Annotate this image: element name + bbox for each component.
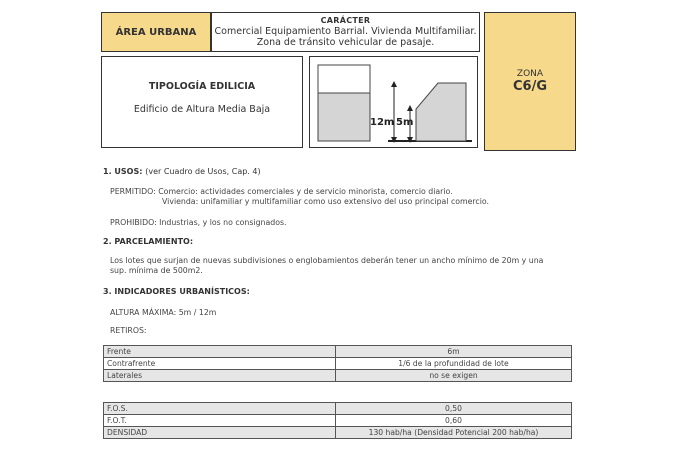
usos-title-extra: (ver Cuadro de Usos, Cap. 4)	[145, 167, 261, 176]
indice-label: F.O.S.	[104, 403, 336, 415]
prohibido-text: PROHIBIDO: Industrias, y los no consignados.	[110, 218, 287, 227]
indices-table	[103, 402, 572, 439]
usos-title-text: 1. USOS:	[103, 167, 143, 176]
area-urbana-text: ÁREA URBANA	[115, 26, 197, 38]
zona-code: C6/G	[512, 79, 547, 94]
permitido-line-1: PERMITIDO: Comercio: actividades comerciales y de servicio minorista, comercio diario.	[110, 187, 453, 196]
table-row	[104, 358, 572, 370]
table-row	[104, 346, 572, 358]
usos-title	[103, 167, 261, 176]
height-total-label: 12m	[370, 117, 395, 128]
caracter-line-2: Zona de tránsito vehicular de pasaje.	[256, 37, 435, 48]
retiros-table	[103, 345, 572, 382]
building-height-diagram	[309, 56, 478, 148]
retiro-label: Frente	[104, 346, 336, 358]
retiro-value: 6m	[336, 346, 572, 358]
table-row	[104, 415, 572, 427]
parcelamiento-line-2: sup. mínima de 500m2.	[110, 266, 203, 275]
retiro-value: 1/6 de la profundidad de lote	[336, 358, 572, 370]
caracter-title: CARÁCTER	[320, 16, 371, 25]
indice-label: F.O.T.	[104, 415, 336, 427]
area-urbana-label	[101, 12, 211, 52]
table-row	[104, 427, 572, 439]
tipologia-title: TIPOLOGÍA EDILICIA	[148, 81, 256, 92]
indice-value: 0,50	[336, 403, 572, 415]
indice-value: 130 hab/ha (Densidad Potencial 200 hab/ha)	[336, 427, 572, 439]
tipologia-subtitle: Edificio de Altura Media Baja	[133, 104, 271, 115]
indicadores-title: 3. INDICADORES URBANÍSTICOS:	[103, 287, 250, 296]
parcelamiento-title: 2. PARCELAMIENTO:	[103, 237, 194, 246]
tipologia-box	[101, 56, 303, 148]
altura-maxima-text: ALTURA MÁXIMA: 5m / 12m	[110, 308, 217, 317]
permitido-line-2: Vivienda: unifamiliar y multifamiliar como uso extensivo del uso principal comercio.	[162, 197, 489, 206]
indice-label: DENSIDAD	[104, 427, 336, 439]
parcelamiento-line-1: Los lotes que surjan de nuevas subdivisiones o englobamientos deberán tener un ancho mínimo de 20m y una	[110, 256, 544, 265]
caracter-line-1: Comercial Equipamiento Barrial. Vivienda Multifamiliar.	[214, 26, 477, 37]
caracter-box	[211, 12, 480, 52]
building-profile-icon	[310, 57, 479, 149]
retiros-label: RETIROS:	[110, 326, 147, 335]
table-row	[104, 403, 572, 415]
retiro-label: Laterales	[104, 370, 336, 382]
height-front-label: 5m	[396, 117, 414, 128]
retiro-value: no se exigen	[336, 370, 572, 382]
zona-label: ZONA	[516, 69, 544, 79]
table-row	[104, 370, 572, 382]
indice-value: 0,60	[336, 415, 572, 427]
zona-box	[484, 12, 576, 151]
retiro-label: Contrafrente	[104, 358, 336, 370]
